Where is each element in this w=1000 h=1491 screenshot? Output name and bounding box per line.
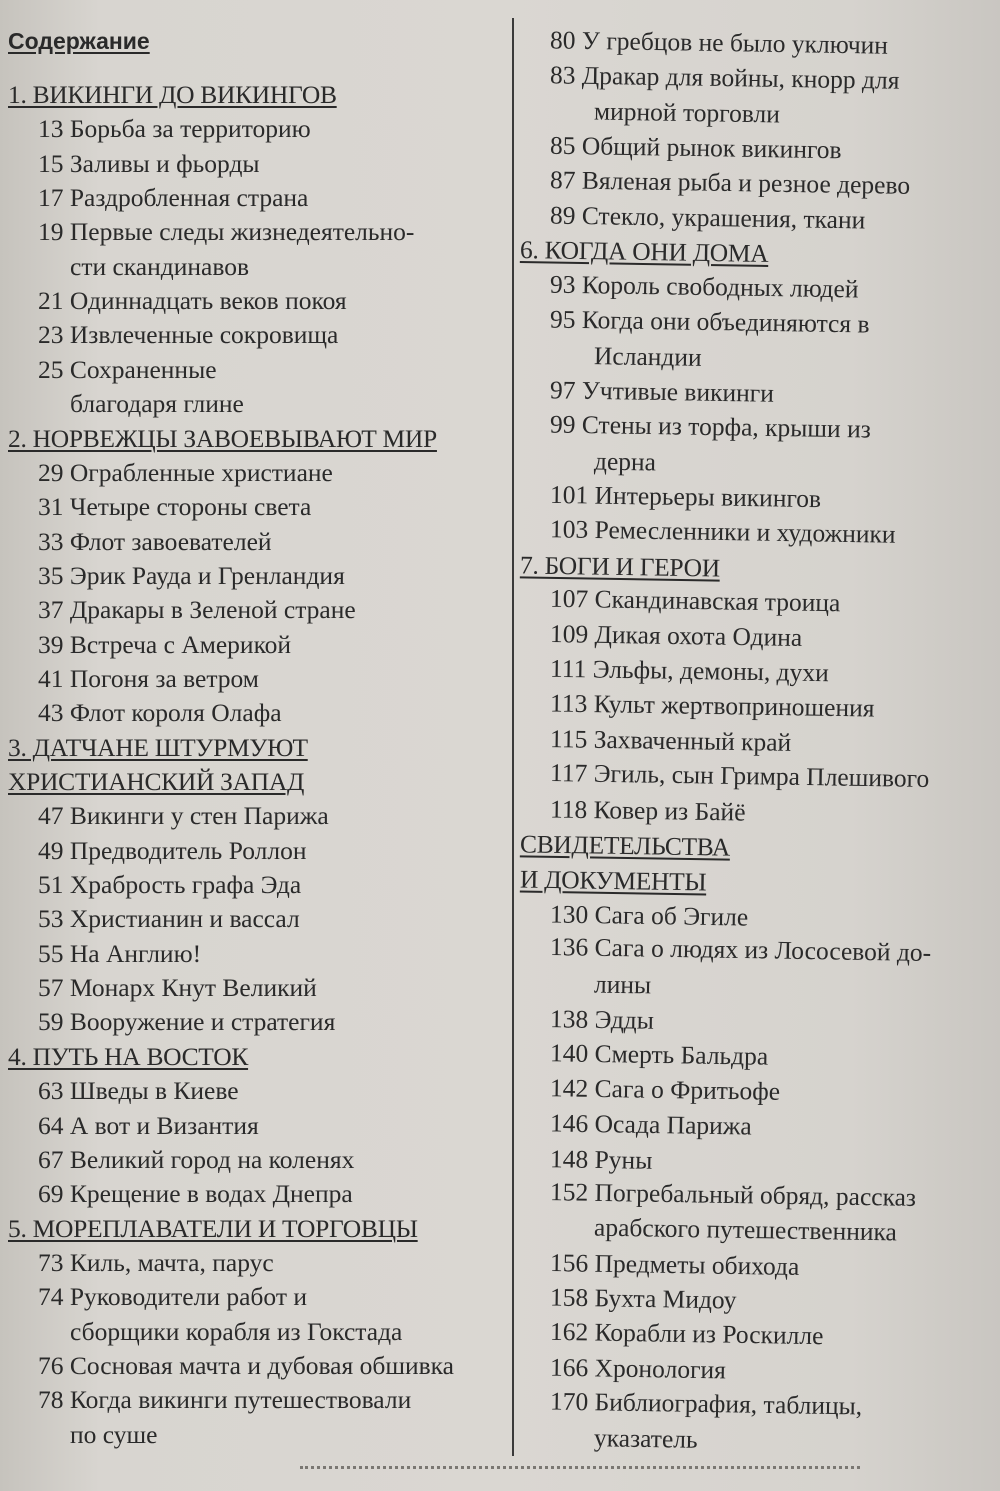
toc-entry: 78 Когда викинги путешествовали xyxy=(38,1385,412,1415)
toc-entry: 53 Христианин и вассал xyxy=(38,904,300,934)
toc-entry: 55 На Англию! xyxy=(38,938,202,968)
toc-entry: 69 Крещение в водах Днепра xyxy=(38,1179,353,1209)
toc-entry: 156 Предметы обихода xyxy=(549,1247,800,1281)
toc-entry: 33 Флот завоевателей xyxy=(38,526,272,556)
toc-entry: 140 Смерть Бальдра xyxy=(549,1038,769,1071)
toc-entry: 59 Вооружение и стратегия xyxy=(38,1007,336,1037)
toc-entry: 49 Предводитель Роллон xyxy=(38,835,307,865)
toc-entry-continuation: мирной торговли xyxy=(593,96,781,129)
toc-entry: 23 Извлеченные сокровища xyxy=(38,320,339,350)
column-divider xyxy=(512,18,514,1456)
toc-entry: 87 Вяленая рыба и резное дерево xyxy=(549,164,911,200)
toc-entry: 43 Флот короля Олафа xyxy=(38,698,282,728)
toc-entry: 93 Король свободных людей xyxy=(549,269,859,304)
toc-entry-continuation: указатель xyxy=(593,1423,698,1454)
toc-section-heading: 5. МОРЕПЛАВАТЕЛИ И ТОРГОВЦЫ xyxy=(8,1213,418,1243)
toc-entry: 80 У гребцов не было уключин xyxy=(549,25,889,60)
toc-entry: 19 Первые следы жизнедеятельно- xyxy=(38,217,415,247)
toc-entry: 39 Встреча с Америкой xyxy=(38,629,292,659)
toc-section-heading: 4. ПУТЬ НА ВОСТОК xyxy=(8,1041,249,1071)
toc-entry: 17 Раздробленная страна xyxy=(38,183,309,213)
toc-section-heading: 3. ДАТЧАНЕ ШТУРМУЮТ xyxy=(8,732,308,762)
toc-entry: 37 Дракары в Зеленой стране xyxy=(38,595,356,625)
toc-entry: 13 Борьба за территорию xyxy=(38,114,311,144)
toc-entry: 148 Руны xyxy=(549,1143,653,1175)
toc-entry: 95 Когда они объединяются в xyxy=(549,304,870,339)
toc-entry-continuation: по суше xyxy=(70,1419,158,1449)
toc-entry: 109 Дикая охота Одина xyxy=(549,619,803,653)
toc-section-heading: 6. КОГДА ОНИ ДОМА xyxy=(519,235,769,269)
toc-entry: 138 Эдды xyxy=(549,1004,655,1036)
toc-section-heading: 2. НОРВЕЖЦЫ ЗАВОЕВЫВАЮТ МИР xyxy=(8,423,437,453)
toc-entry: 162 Корабли из Роскилле xyxy=(549,1317,824,1351)
toc-entry: 152 Погребальный обряд, рассказ xyxy=(549,1176,917,1212)
toc-entry: 29 Ограбленные христиане xyxy=(38,457,333,487)
toc-entry-continuation: арабского путешественника xyxy=(593,1212,898,1246)
toc-entry-continuation: благодаря глине xyxy=(70,389,244,419)
toc-entry: 76 Сосновая мачта и дубовая обшивка xyxy=(38,1350,454,1380)
toc-entry: 117 Эгиль, сын Гримра Плешивого xyxy=(549,757,930,793)
toc-entry: 101 Интерьеры викингов xyxy=(549,479,822,513)
toc-entry: 146 Осада Парижа xyxy=(549,1108,752,1141)
toc-entry: 73 Киль, мачта, парус xyxy=(38,1247,274,1277)
toc-entry: 51 Храбрость графа Эда xyxy=(38,870,302,900)
toc-entry: 74 Руководители работ и xyxy=(38,1282,307,1312)
toc-entry-continuation: дерна xyxy=(593,446,657,477)
toc-section-heading: СВИДЕТЕЛЬСТВА xyxy=(519,829,731,862)
toc-entry: 31 Четыре стороны света xyxy=(38,492,312,522)
toc-entry: 158 Бухта Мидоу xyxy=(549,1282,737,1315)
toc-entry: 170 Библиография, таблицы, xyxy=(549,1386,863,1421)
toc-section-heading: 1. ВИКИНГИ ДО ВИКИНГОВ xyxy=(8,80,337,109)
toc-entry: 103 Ремесленники и художники xyxy=(549,513,896,549)
toc-entry: 89 Стекло, украшения, ткани xyxy=(549,200,866,234)
toc-section-heading: 7. БОГИ И ГЕРОИ xyxy=(519,549,721,583)
toc-entry-continuation: Исландии xyxy=(593,341,702,372)
toc-entry-continuation: сти скандинавов xyxy=(70,251,250,281)
toc-entry: 85 Общий рынок викингов xyxy=(549,130,842,164)
toc-entry: 47 Викинги у стен Парижа xyxy=(38,801,329,831)
toc-entry: 99 Стены из торфа, крыши из xyxy=(549,409,872,444)
toc-entry: 115 Захваченный край xyxy=(549,724,792,757)
toc-entry: 63 Шведы в Киеве xyxy=(38,1076,239,1106)
toc-entry: 64 А вот и Византия xyxy=(38,1110,259,1140)
toc-entry: 113 Культ жертвоприношения xyxy=(549,688,875,723)
toc-entry: 107 Скандинавская троица xyxy=(549,584,841,618)
toc-entry: 111 Эльфы, демоны, духи xyxy=(549,653,830,688)
toc-entry: 67 Великий город на коленях xyxy=(38,1144,355,1174)
toc-entry: 15 Заливы и фьорды xyxy=(38,148,260,178)
toc-entry: 21 Одиннадцать веков покоя xyxy=(38,286,347,316)
toc-entry: 41 Погоня за ветром xyxy=(38,663,259,693)
toc-entry: 97 Учтивые викинги xyxy=(549,375,775,408)
toc-entry-continuation: лины xyxy=(593,969,652,1000)
page-bottom-edge xyxy=(300,1466,860,1473)
toc-section-heading: ХРИСТИАНСКИЙ ЗАПАД xyxy=(8,767,305,796)
toc-section-heading: И ДОКУМЕНТЫ xyxy=(519,864,707,897)
toc-entry: 142 Сага о Фритьофе xyxy=(549,1073,781,1106)
toc-entry: 136 Сага о людях из Лососевой до- xyxy=(549,932,932,968)
toc-entry: 83 Дракар для войны, кнорр для xyxy=(549,60,900,95)
toc-entry: 25 Сохраненные xyxy=(38,354,217,384)
toc-entry: 166 Хронология xyxy=(549,1352,727,1385)
toc-entry: 118 Ковер из Байё xyxy=(549,794,746,827)
contents-title: Содержание xyxy=(8,28,150,54)
toc-entry: 130 Сага об Эгиле xyxy=(549,898,749,932)
toc-entry: 35 Эрик Рауда и Гренландия xyxy=(38,560,345,590)
toc-entry: 57 Монарх Кнут Великий xyxy=(38,973,317,1003)
toc-entry-continuation: сборщики корабля из Гокстада xyxy=(70,1316,403,1346)
